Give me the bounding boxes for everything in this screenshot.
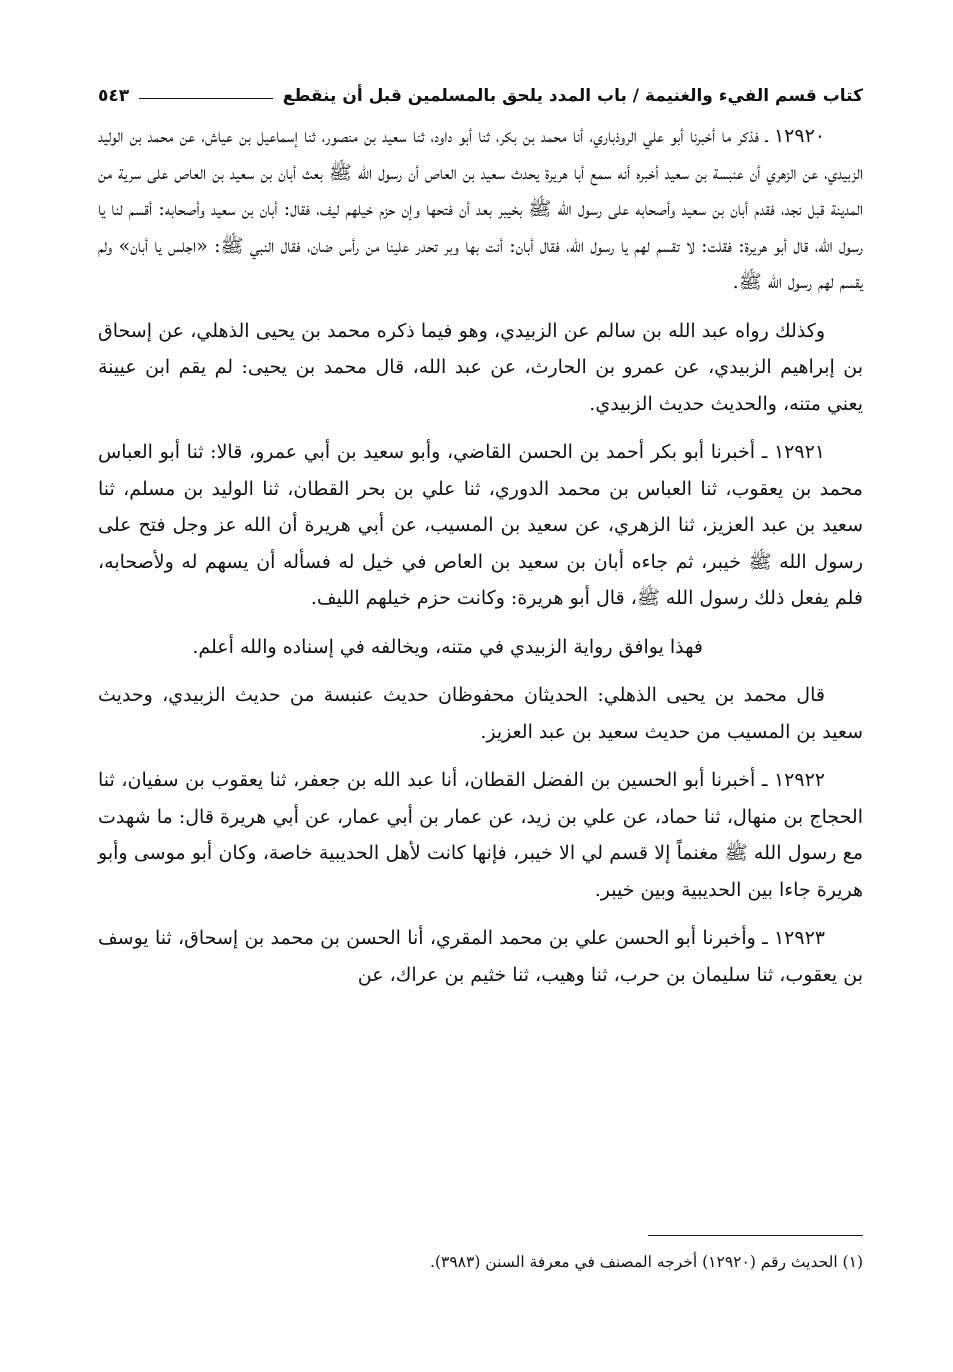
page-number: ٥٤٣ bbox=[98, 86, 130, 106]
main-text bbox=[98, 118, 863, 1005]
header-rule bbox=[139, 98, 273, 99]
dhuhli-remark: قال محمد بن يحيى الذهلي: الحديثان محفوظان حديث عنبسة من حديث الزبيدي، وحديث سعيد بن المسيب من حديث سعيد بن عبد العزيز. bbox=[98, 684, 863, 743]
hadith-12923: ١٢٩٢٣ ـ وأخبرنا أبو الحسن علي بن محمد المقري، أنا الحسن بن محمد بن إسحاق، ثنا يوسف بن يعقوب، ثنا سليمان بن حرب، ثنا وهيب، ثنا خثيم بن عراك، عن bbox=[98, 927, 863, 986]
hadith-12920: ١٢٩٢٠ ـ فذكر ما أخبرنا أبو علي الروذباري، أنا محمد بن بكر، ثنا أبو داود، ثنا سعيد بن منصور، ثنا إسماعيل بن عياش، عن محمد بن الوليد الزبيدي، عن الزهري أن عنبسة بن سعيد أخبره أنه سمع أبا هريرة يحدث سعيد بن العاص أن رسول الله ﷺ بعث أبان بن سعيد بن العاص على سرية من المدينة قبل نجد، فقدم أبان بن سعيد وأصحابه على رسول الله ﷺ بخيبر بعد أن فتحها وإن حزم خيلهم ليف، فقال: أبان بن سعيد وأصحابه: أقسم لنا يا رسول الله، قال أبو هريرة: فقلت: لا تقسم لهم يا رسول الله، فقال أبان: أنت بها وبر تحدر علينا من رأس ضان، فقال النبي ﷺ: «اجلس يا أبان» ولم يقسم لهم رسول الله ﷺ. bbox=[98, 125, 863, 293]
hadith-12921: ١٢٩٢١ ـ أخبرنا أبو بكر أحمد بن الحسن القاضي، وأبو سعيد بن أبي عمرو، قالا: ثنا أبو العباس محمد بن يعقوب، ثنا العباس بن محمد الدوري، ثنا علي بن بحر القطان، ثنا الوليد بن مسلم، ثنا سعيد بن عبد العزيز، ثنا الزهري، عن سعيد بن المسيب، عن أبي هريرة أن الله عز وجل فتح على رسول الله ﷺ خيبر، ثم جاءه أبان بن سعيد بن العاص في خيل له فسأله أن يسهم له ولأصحابه، فلم يفعل ذلك رسول الله ﷺ، قال أبو هريرة: وكانت حزم خيلهم الليف. bbox=[98, 441, 863, 609]
footnote-separator bbox=[648, 1235, 863, 1236]
commentary-paragraph: وكذلك رواه عبد الله بن سالم عن الزبيدي، وهو فيما ذكره محمد بن يحيى الذهلي، عن إسحاق بن إبراهيم الزبيدي، عن عمرو بن الحارث، عن عبد الله، قال محمد بن يحيى: لم يقم ابن عيينة يعني متنه، والحديث حديث الزبيدي. bbox=[98, 319, 863, 415]
running-header bbox=[98, 66, 863, 106]
hadith-12922: ١٢٩٢٢ ـ أخبرنا أبو الحسين بن الفضل القطان، أنا عبد الله بن جعفر، ثنا يعقوب بن سفيان، ثنا الحجاج بن منهال، ثنا حماد، عن علي بن زيد، عن عمار بن أبي عمار، عن أبي هريرة قال: ما شهدت مع رسول الله ﷺ مغنماً إلا قسم لي الا خيبر، فإنها كانت لأهل الحديبية خاصة، وكان أبو موسى وأبو هريرة جاءا بين الحديبية وبين خيبر. bbox=[98, 769, 863, 901]
footnote: (١) الحديث رقم (١٢٩٢٠) أخرجه المصنف في معرفة السنن (٣٩٨٣). bbox=[430, 1253, 863, 1271]
header-title: كتاب قسم الفيء والغنيمة / باب المدد يلحق بالمسلمين قبل أن ينقطع bbox=[282, 86, 863, 106]
commentary-note: فهذا يوافق رواية الزبيدي في متنه، ويخالفه في إسناده والله أعلم. bbox=[192, 635, 703, 658]
